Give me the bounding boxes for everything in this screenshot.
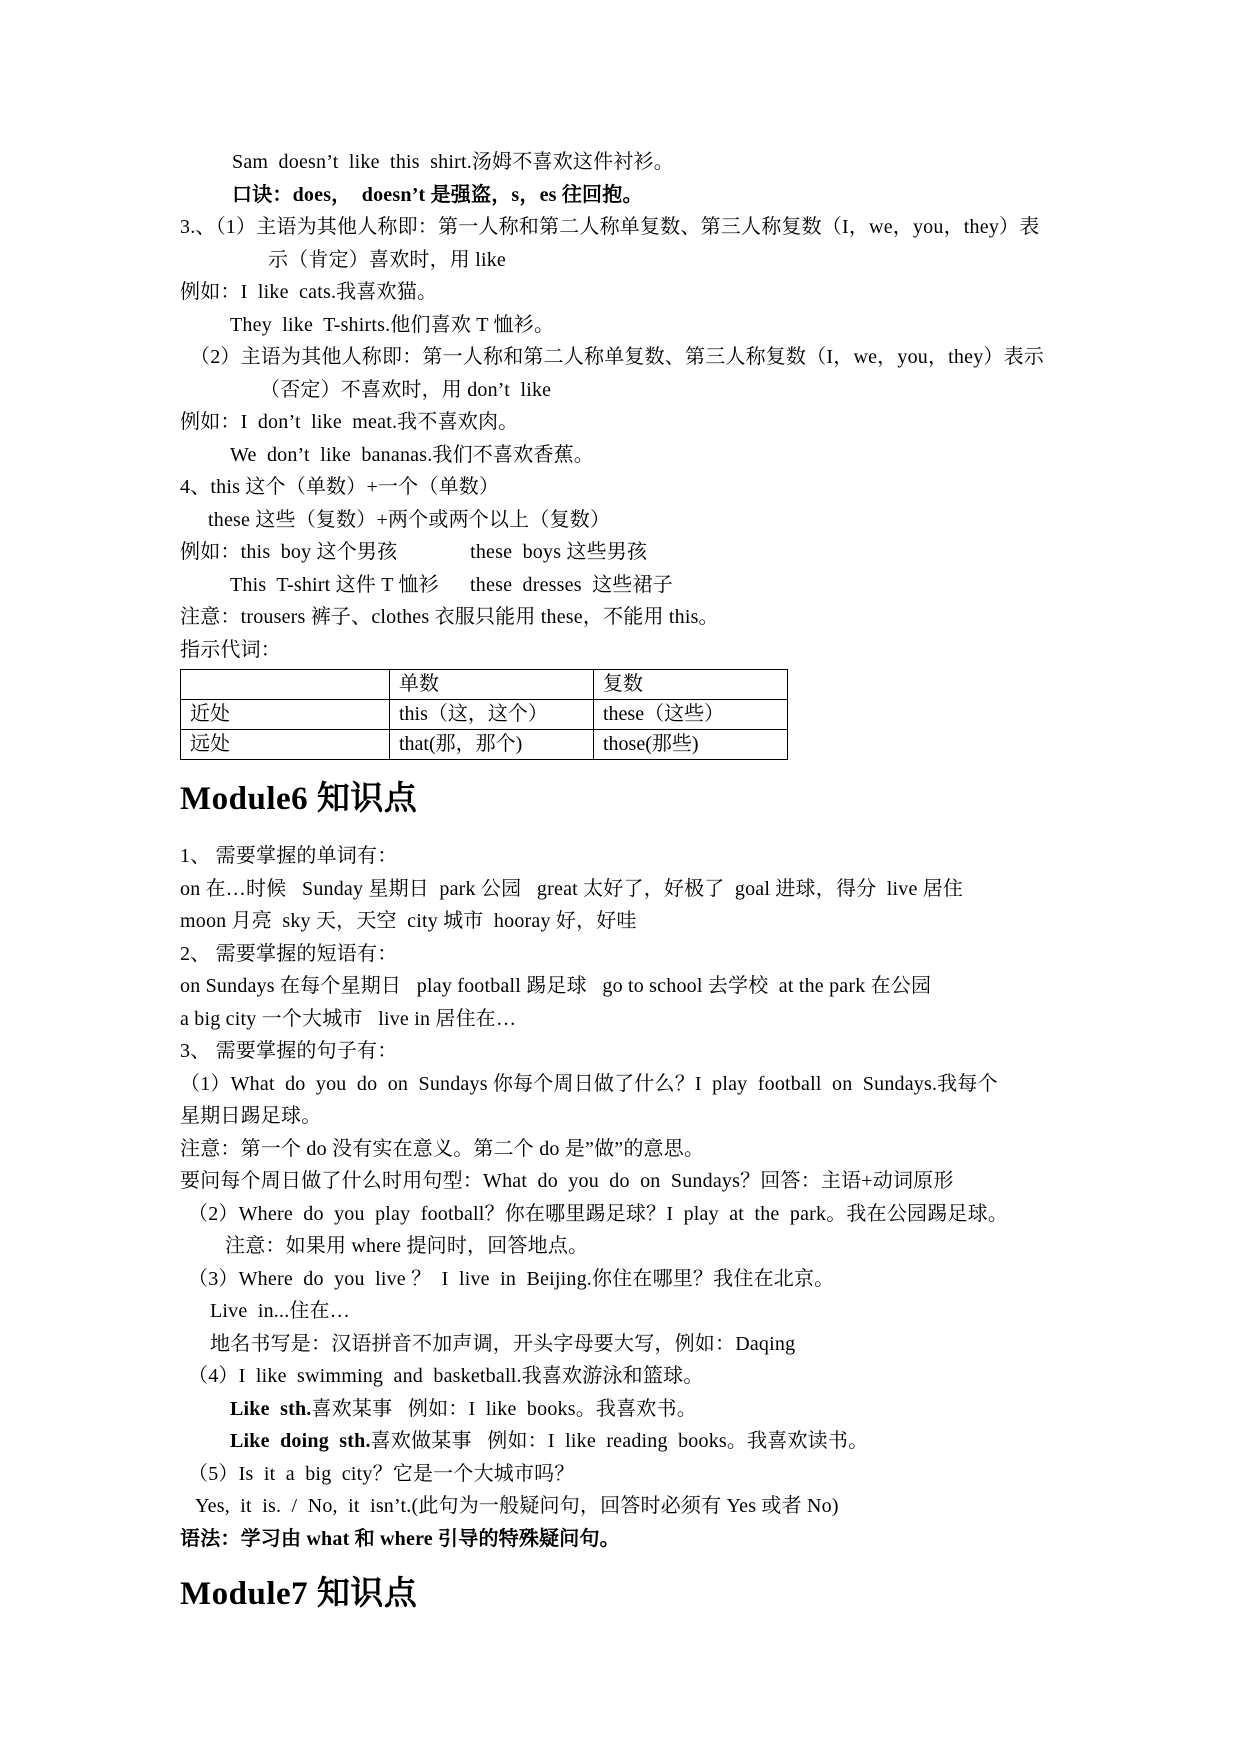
text-segment: Sam doesn’t like this shirt.汤姆不喜欢这件衬衫。	[232, 151, 674, 173]
text-line	[180, 873, 1071, 906]
text-segment: 地名书写是：汉语拼音不加声调，开头字母要大写，例如：Daqing	[210, 1332, 796, 1355]
text-segment: 喜欢某事 例如：I like books。我喜欢书。	[311, 1397, 697, 1420]
text-line	[180, 309, 1071, 342]
table-cell: 近处	[181, 700, 390, 730]
text-line	[180, 471, 1071, 504]
text-segment: a big city 一个大城市 live in 居住在…	[180, 1007, 517, 1030]
text-line	[180, 406, 1071, 439]
text-segment: moon 月亮 sky 天，天空 city 城市 hooray 好，好哇	[180, 910, 637, 932]
table-row	[181, 700, 788, 730]
text-line	[180, 634, 1071, 667]
document-body	[180, 146, 1071, 1617]
text-segment: 3、 需要掌握的句子有：	[180, 1040, 398, 1062]
text-segment: Yes, it is. / No, it isn’t.(此句为一般疑问句，回答时必须有 Yes 或者 No)	[195, 1495, 839, 1517]
text-segment: 语法：学习由 what 和 where 引导的特殊疑问句。	[180, 1527, 620, 1550]
text-line	[180, 1328, 1071, 1361]
text-segment: 例如：I like cats.我喜欢猫。	[180, 281, 438, 303]
text-line	[180, 1198, 1071, 1231]
text-segment: 注意：第一个 do 没有实在意义。第二个 do 是”做”的意思。	[180, 1137, 705, 1160]
text-segment: Like doing sth.	[230, 1430, 371, 1452]
text-line	[180, 569, 1071, 602]
text-line	[180, 1360, 1071, 1393]
table-cell: this（这，这个）	[390, 700, 594, 730]
text-segment: Like sth.	[230, 1397, 312, 1420]
text-line	[180, 1458, 1071, 1491]
text-segment: （2）Where do you play football？你在哪里踢足球？I play at the park。我在公园踢足球。	[188, 1202, 1009, 1225]
text-line	[180, 970, 1071, 1003]
text-segment: They like T-shirts.他们喜欢 T 恤衫。	[230, 313, 555, 336]
text-line	[180, 276, 1071, 309]
text-segment: 星期日踢足球。	[180, 1105, 322, 1127]
text-segment: these 这些（复数）+两个或两个以上（复数）	[208, 508, 611, 531]
text-segment: 1、 需要掌握的单词有：	[180, 845, 398, 867]
text-segment: 口诀：does， doesn’t 是强盗，s，es 往回抱。	[232, 183, 643, 206]
table-cell: 单数	[390, 670, 594, 700]
module7-heading: Module7 知识点	[180, 1576, 418, 1612]
text-line	[180, 905, 1071, 938]
text-line	[180, 1523, 1071, 1556]
text-line	[180, 1490, 1071, 1523]
text-segment: 例如：I don’t like meat.我不喜欢肉。	[180, 411, 519, 433]
text-segment: We don’t like bananas.我们不喜欢香蕉。	[230, 443, 595, 466]
text-line	[180, 211, 1071, 244]
text-segment: （3）Where do you live ？ I live in Beijing.你住在哪里？我住在北京。	[188, 1267, 835, 1290]
text-segment: on Sundays 在每个星期日 play football 踢足球 go to school 去学校 at the park 在公园	[180, 975, 932, 997]
text-segment: （否定）不喜欢时，用 don’t like	[260, 378, 552, 401]
text-segment: （2）主语为其他人称即：第一人称和第二人称单复数、第三人称复数（I，we，you，they）表示	[190, 346, 1045, 368]
text-line	[180, 179, 1071, 212]
table-cell: 复数	[594, 670, 788, 700]
text-line	[180, 1003, 1071, 1036]
module6-heading: Module6 知识点	[180, 781, 418, 817]
text-line	[180, 1068, 1071, 1101]
text-line	[180, 504, 1071, 537]
table-cell: 远处	[181, 730, 390, 760]
text-segment: 4、this 这个（单数）+一个（单数）	[180, 476, 500, 498]
text-line	[180, 1035, 1071, 1068]
text-line	[180, 1230, 1071, 1263]
text-line	[180, 1100, 1071, 1133]
text-line	[180, 146, 1071, 179]
text-line	[180, 536, 1071, 569]
text-line	[180, 840, 1071, 873]
text-line	[180, 1425, 1071, 1458]
table-cell	[181, 670, 390, 700]
text-line	[180, 1165, 1071, 1198]
text-segment: 注意：trousers 裤子、clothes 衣服只能用 these，不能用 this。	[180, 606, 719, 628]
text-segment: 例如：this boy 这个男孩 these boys 这些男孩	[180, 541, 648, 563]
table-row	[181, 670, 788, 700]
text-segment: （1）What do you do on Sundays 你每个周日做了什么？I play football on Sundays.我每个	[180, 1072, 998, 1095]
text-line	[180, 1295, 1071, 1328]
text-line	[180, 439, 1071, 472]
text-line	[180, 1393, 1071, 1426]
text-segment: 要问每个周日做了什么时用句型：What do you do on Sundays？回答：主语+动词原形	[180, 1170, 954, 1192]
table-cell: these（这些）	[594, 700, 788, 730]
text-line	[180, 601, 1071, 634]
text-segment: This T-shirt 这件 T 恤衫 these dresses 这些裙子	[230, 573, 673, 596]
text-segment: 喜欢做某事 例如：I like reading books。我喜欢读书。	[370, 1430, 869, 1452]
text-segment: 注意：如果用 where 提问时，回答地点。	[225, 1235, 589, 1257]
text-segment: on 在…时候 Sunday 星期日 park 公园 great 太好了，好极了 goal 进球，得分 live 居住	[180, 877, 964, 900]
text-line	[180, 341, 1071, 374]
table-cell: those(那些)	[594, 730, 788, 760]
text-segment: 3.、（1）主语为其他人称即：第一人称和第二人称单复数、第三人称复数（I，we，you，they）表	[180, 216, 1040, 238]
demonstrative-pronoun-table	[180, 669, 788, 760]
text-line	[180, 1263, 1071, 1296]
text-line	[180, 1133, 1071, 1166]
text-line	[180, 244, 1071, 277]
table-cell: that(那，那个)	[390, 730, 594, 760]
text-line	[180, 938, 1071, 971]
text-segment: （5）Is it a big city？它是一个大城市吗？	[188, 1462, 575, 1485]
text-segment: Live in...住在…	[210, 1300, 351, 1322]
table-row	[181, 730, 788, 760]
text-segment: 2、 需要掌握的短语有：	[180, 942, 398, 965]
text-segment: 示（肯定）喜欢时，用 like	[268, 248, 506, 271]
text-segment: 指示代词：	[180, 638, 281, 661]
text-line	[180, 374, 1071, 407]
text-segment: （4）I like swimming and basketball.我喜欢游泳和篮球。	[188, 1365, 704, 1387]
